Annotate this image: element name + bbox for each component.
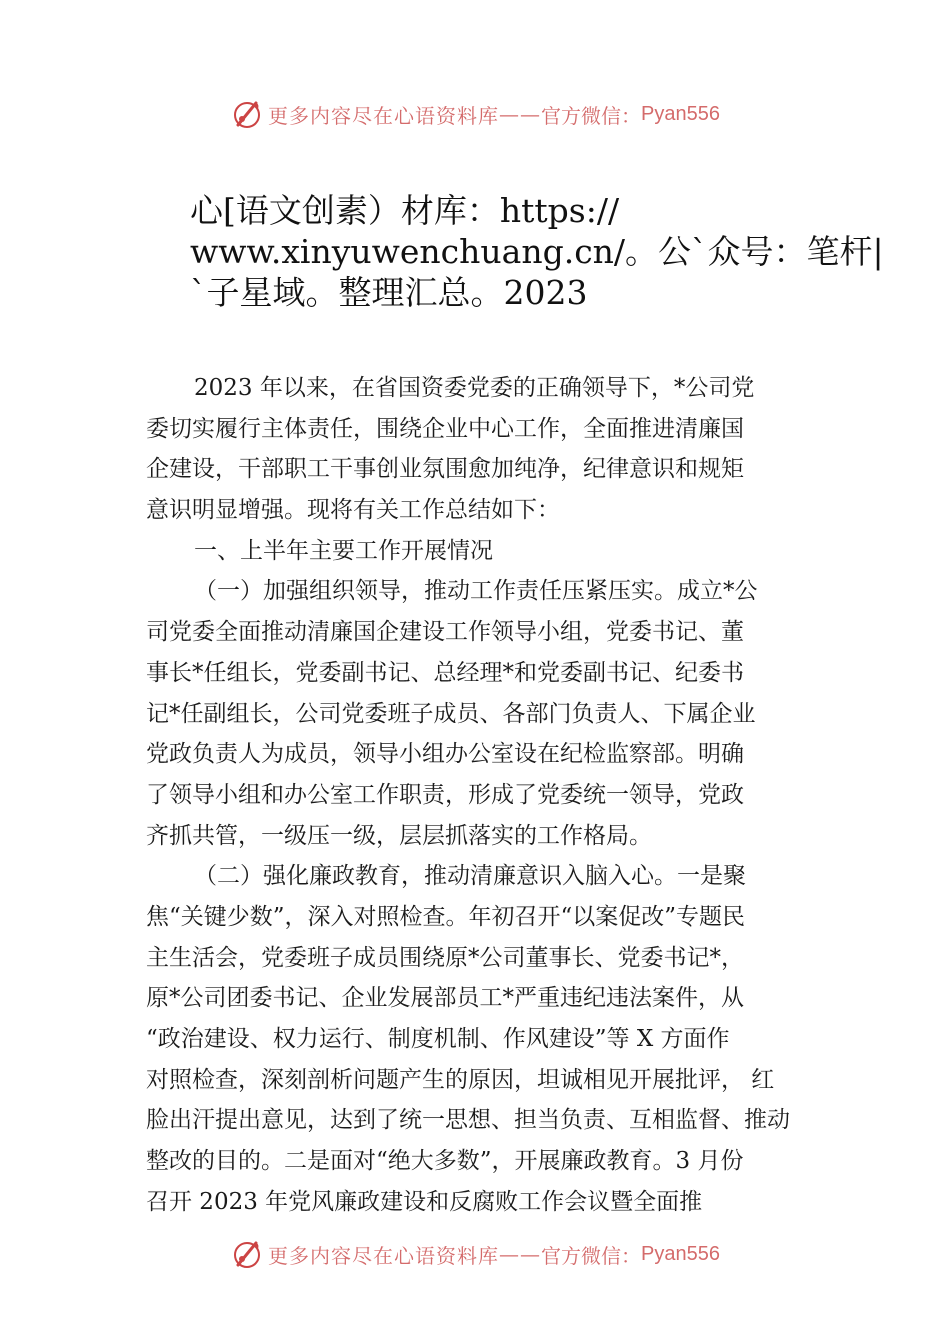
- body-text-line: 记*任副组长，公司党委班子成员、各部门负责人、下属企业: [146, 700, 756, 727]
- body-text-line: （一）加强组织领导，推动工作责任压紧压实。成立*公: [194, 578, 758, 605]
- banner-text: 更多内容尽在心语资料库: [268, 1243, 500, 1268]
- body-text-line: 焦“关键少数”，深入对照检查。年初召开“以案促改”专题民: [146, 903, 746, 930]
- footer-banner: [0, 1234, 950, 1274]
- banner-text: 更多内容尽在心语资料库: [268, 103, 500, 128]
- header-banner: [0, 94, 950, 134]
- document-title: [190, 190, 884, 313]
- body-text-line: 一、上半年主要工作开展情况: [194, 537, 493, 564]
- body-text-line: 召开 2023 年党风廉政建设和反腐败工作会议暨全面推: [146, 1188, 703, 1215]
- body-text-line: 党政负责人为成员，领导小组办公室设在纪检监察部。明确: [146, 741, 744, 768]
- banner-wechat-label: 官方微信：: [541, 103, 642, 128]
- body-text-line: 事长*任组长，党委副书记、总经理*和党委副书记、纪委书: [146, 659, 744, 686]
- body-text-line: 脸出汗提出意见，达到了统一思想、担当负责、互相监督、推动: [146, 1107, 790, 1134]
- banner-wechat-id: Pyan556: [641, 1242, 720, 1265]
- brush-logo-icon: [230, 97, 264, 131]
- document-body: [146, 368, 806, 1222]
- banner-wechat-id: Pyan556: [641, 102, 720, 125]
- body-text-line: 委切实履行主体责任，围绕企业中心工作，全面推进清廉国: [146, 415, 744, 442]
- banner-wechat-label: 官方微信：: [541, 1243, 642, 1268]
- body-text-line: 主生活会，党委班子成员围绕原*公司董事长、党委书记*，: [146, 944, 744, 971]
- body-text-line: 意识明显增强。现将有关工作总结如下：: [146, 497, 560, 524]
- body-text-line: 企建设，干部职工干事创业氛围愈加纯净，纪律意识和规矩: [146, 456, 744, 483]
- body-text-line: 了领导小组和办公室工作职责，形成了党委统一领导，党政: [146, 781, 744, 808]
- body-text-line: 2023 年以来，在省国资委党委的正确领导下，*公司党: [194, 375, 755, 401]
- banner-dash: ——: [499, 102, 542, 126]
- title-line: www.xinyuwenchuang.cn/。公`众号：笔杆|: [190, 232, 884, 271]
- body-text-line: 司党委全面推动清廉国企建设工作领导小组，党委书记、董: [146, 619, 744, 646]
- banner-dash: ——: [499, 1242, 542, 1266]
- title-line: `子星域。整理汇总。2023: [190, 273, 588, 312]
- title-line: 心[语文创素）材库：https://: [190, 191, 620, 230]
- brush-logo-icon: [230, 1237, 264, 1271]
- body-text-line: 对照检查，深刻剖析问题产生的原因，坦诚相见开展批评， 红: [146, 1066, 775, 1093]
- body-text-line: 整改的目的。二是面对“绝大多数”，开展廉政教育。3 月份: [146, 1148, 744, 1175]
- body-text-line: “政治建设、权力运行、制度机制、作风建设”等 X 方面作: [146, 1026, 730, 1052]
- body-text-line: 原*公司团委书记、企业发展部员工*严重违纪违法案件，从: [146, 985, 744, 1012]
- body-text-line: （二）强化廉政教育，推动清廉意识入脑入心。一是聚: [194, 863, 746, 890]
- body-text-line: 齐抓共管，一级压一级，层层抓落实的工作格局。: [146, 822, 652, 849]
